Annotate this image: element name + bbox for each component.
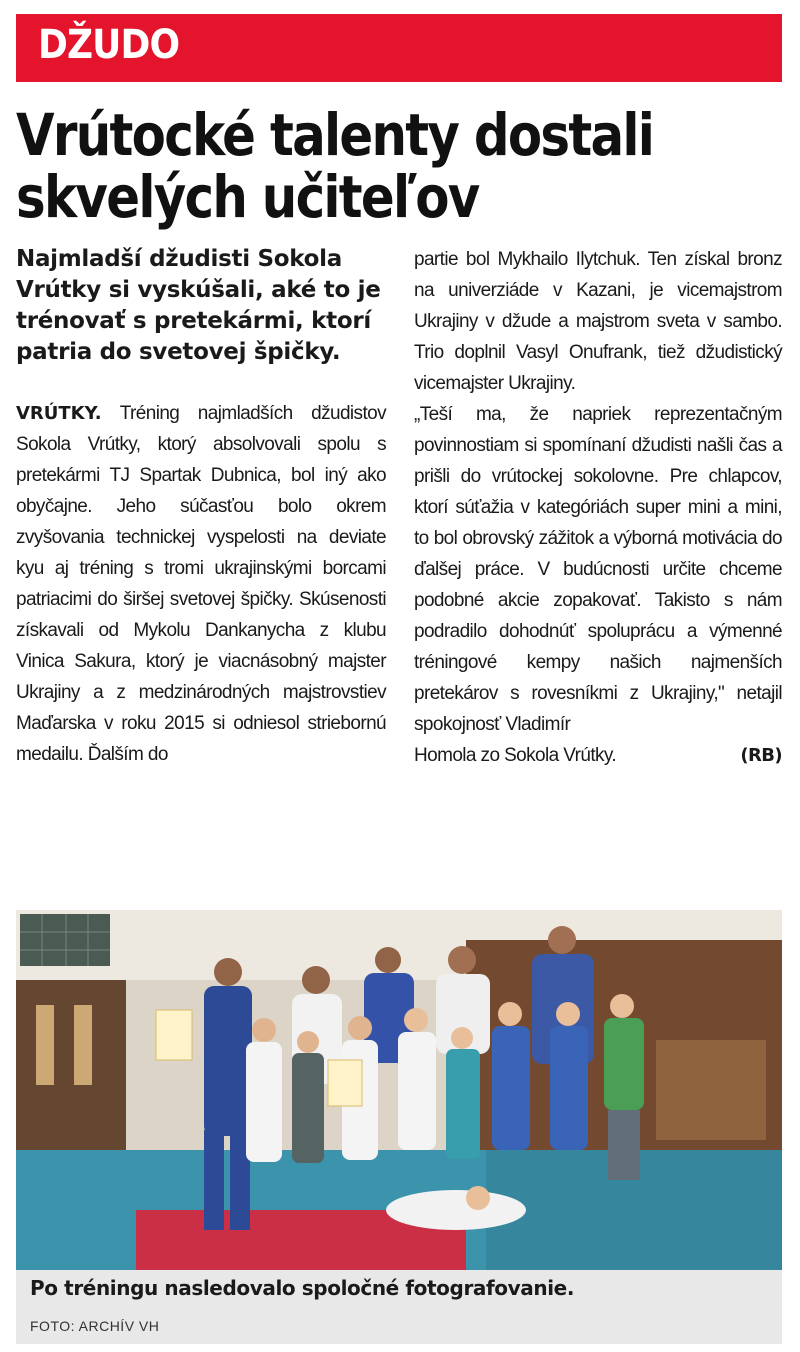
photo-credit: FOTO: ARCHÍV VH — [30, 1318, 160, 1334]
headline-line-2: skvelých učiteľov — [16, 163, 479, 231]
section-bar — [16, 14, 782, 82]
article-lead: Najmladší džudisti Sokola Vrútky si vyskúšali, aké to je trénovať s pretekármi, ktorí patria do svetovej špičky. — [16, 246, 381, 365]
column-right — [414, 244, 782, 771]
column-left — [16, 244, 386, 770]
body-paragraph-right-1: partie bol Mykhailo Ilytchuk. Ten získal bronz na univerziáde v Kazani, je vicemajstrom Ukrajiny v džude a majstrom sveta v sambo. Trio doplnil Vasyl Onufrank, tiež džudistický vicemajster Ukrajiny. — [414, 249, 782, 394]
article-body — [16, 244, 782, 884]
body-paragraph-right-2: „Teší ma, že napriek reprezentačným povinnostiam si spomínaní džudisti našli čas a prišli do vrútockej sokolovne. Pre chlapcov, ktorí súťažia v kategóriách super mini a mini, to bol obrovský zážitok a výborná motivácia do ďalšej práce. V budúcnosti určite chceme podobné akcie zopakovať. Takisto s nám podradilo dohodnúť spoluprácu a výmenné tréningové kempy našich najmenších pretekárov s rovesníkmi z Ukrajiny," netajil spokojnosť Vladimír — [414, 404, 782, 735]
article-headline — [16, 101, 678, 231]
body-right-last-line: Homola zo Sokola Vrútky. — [414, 745, 617, 766]
dateline: VRÚTKY. — [16, 403, 102, 424]
body-left-text: Tréning najmladších džudistov Sokola Vrútky, ktorý absolvovali spolu s pretekármi TJ Spartak Dubnica, bol iný ako obyčajne. Jeho súčasťou bolo okrem zvyšovania technickej vyspelosti na deviate kyu aj tréning s tromi ukrajinskými borcami patriacimi do širšej svetovej špičky. Skúsenosti získavali od Mykolu Dankanycha z klubu Vinica Sakura, ktorý je viacnásobný majster Ukrajiny a z medzinárodných majstrovstiev Maďarska v roku 2015 si odniesol striebornú medailu. Ďalším do — [16, 403, 386, 765]
photo-caption: Po tréningu nasledovalo spoločné fotografovanie. — [30, 1276, 575, 1300]
byline-row — [414, 740, 782, 771]
article-photo — [16, 910, 782, 1270]
author-byline: (RB) — [740, 745, 782, 766]
caption-box — [16, 1270, 782, 1344]
headline-line-1: Vrútocké talenty dostali — [16, 101, 654, 169]
section-label: DŽUDO — [38, 22, 180, 68]
body-paragraph-left — [16, 398, 386, 770]
team-photo-illustration — [16, 910, 782, 1270]
